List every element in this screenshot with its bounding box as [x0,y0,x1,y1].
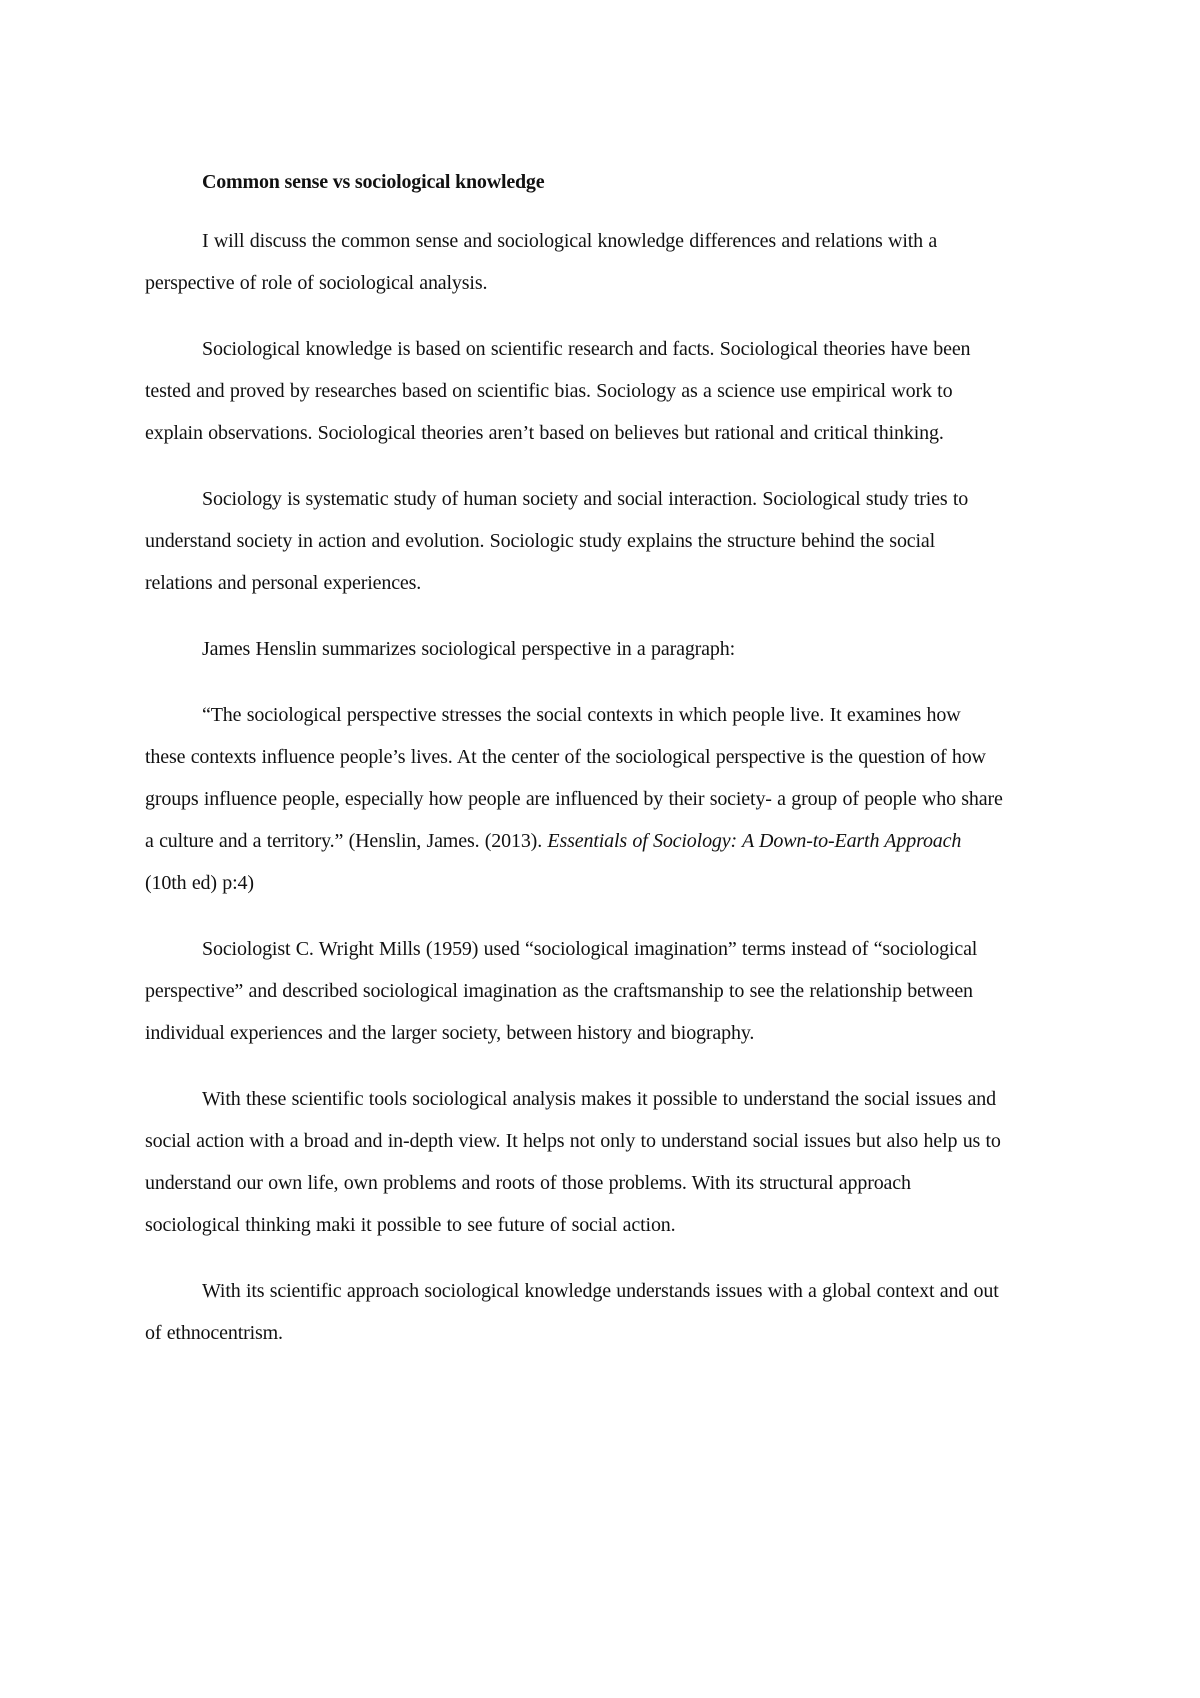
paragraph-scientific-tools: With these scientific tools sociological analysis makes it possible to understand the social issues and social action with a broad and in-depth view. It helps not only to understand social issues but also help us to understand our own life, own problems and roots of those problems. With its structural approach sociological thinking maki it possible to see future of social action. [145,1088,1001,1236]
paragraph-sociological-knowledge: Sociological knowledge is based on scientific research and facts. Sociological theories have been tested and proved by researches based on scientific bias. Sociology as a science use empirical work to explain observations. Sociological theories aren’t based on believes but rational and critical thinking. [145,338,971,444]
paragraph-henslin-quote [145,694,1005,904]
citation-suffix: (10th ed) p:4) [145,872,254,894]
paragraph-conclusion: With its scientific approach sociological knowledge understands issues with a global context and out of ethnocentrism. [145,1280,999,1344]
paragraph-intro: I will discuss the common sense and sociological knowledge differences and relations with a perspective of role of sociological analysis. [145,230,938,294]
document-body [145,168,1005,1378]
citation-title: Essentials of Sociology: A Down-to-Earth Approach [547,830,962,852]
document-title: Common sense vs sociological knowledge [202,171,545,193]
paragraph-henslin-intro: James Henslin summarizes sociological perspective in a paragraph: [202,638,736,660]
paragraph-mills: Sociologist C. Wright Mills (1959) used “sociological imagination” terms instead of “sociological perspective” and described sociological imagination as the craftsmanship to see the relationship between individual experiences and the larger society, between history and biography. [145,938,978,1044]
quote-text: “The sociological perspective stresses the social contexts in which people live. It examines how these contexts influence people’s lives. At the center of the sociological perspective is the question of how groups influence people, especially how people are influenced by their society- a group of people who share a culture and a territory.” [145,704,1003,852]
citation-prefix: (Henslin, James. (2013). [343,830,548,852]
paragraph-sociology-definition: Sociology is systematic study of human society and social interaction. Sociological study tries to understand society in action and evolution. Sociologic study explains the structure behind the social relations and personal experiences. [145,488,969,594]
